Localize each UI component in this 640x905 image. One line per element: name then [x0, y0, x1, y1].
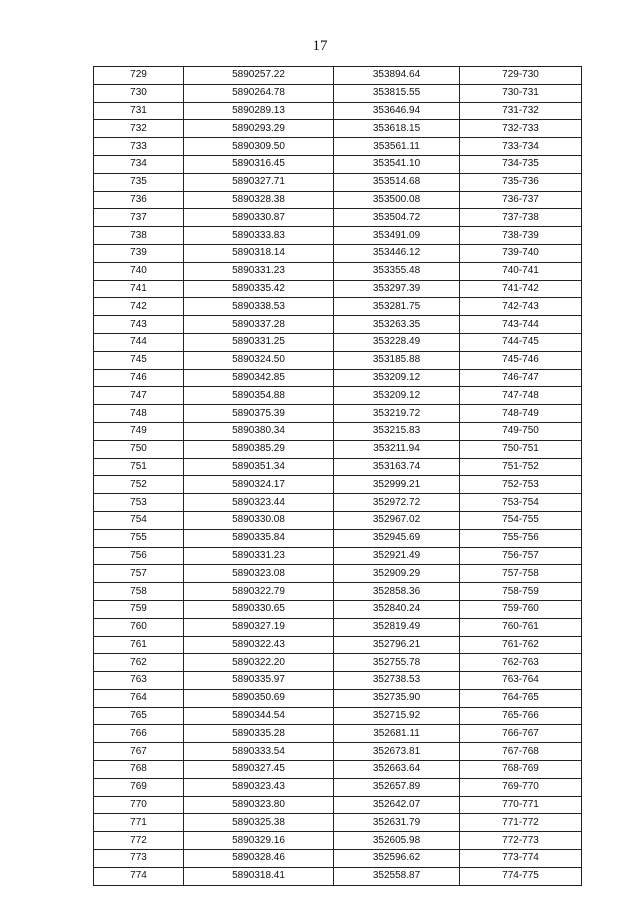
point-number-cell: 755	[94, 529, 184, 547]
point-number-cell: 730	[94, 84, 184, 102]
segment-cell: 741-742	[460, 280, 582, 298]
point-number-cell: 748	[94, 405, 184, 423]
table-row	[94, 476, 582, 494]
y-coordinate-cell: 353263.35	[334, 316, 460, 334]
point-number-cell: 729	[94, 67, 184, 85]
y-coordinate-cell: 352909.29	[334, 565, 460, 583]
y-coordinate-cell: 353504.72	[334, 209, 460, 227]
table-row	[94, 778, 582, 796]
y-coordinate-cell: 353500.08	[334, 191, 460, 209]
table-row	[94, 529, 582, 547]
segment-cell: 731-732	[460, 102, 582, 120]
table-row	[94, 405, 582, 423]
y-coordinate-cell: 352673.81	[334, 743, 460, 761]
y-coordinate-cell: 352657.89	[334, 778, 460, 796]
segment-cell: 744-745	[460, 333, 582, 351]
x-coordinate-cell: 5890323.80	[184, 796, 334, 814]
segment-cell: 758-759	[460, 583, 582, 601]
point-number-cell: 769	[94, 778, 184, 796]
segment-cell: 752-753	[460, 476, 582, 494]
x-coordinate-cell: 5890380.34	[184, 422, 334, 440]
point-number-cell: 750	[94, 440, 184, 458]
x-coordinate-cell: 5890335.84	[184, 529, 334, 547]
y-coordinate-cell: 352999.21	[334, 476, 460, 494]
x-coordinate-cell: 5890331.23	[184, 262, 334, 280]
segment-cell: 736-737	[460, 191, 582, 209]
table-row	[94, 565, 582, 583]
x-coordinate-cell: 5890330.08	[184, 511, 334, 529]
segment-cell: 760-761	[460, 618, 582, 636]
x-coordinate-cell: 5890318.14	[184, 244, 334, 262]
point-number-cell: 737	[94, 209, 184, 227]
y-coordinate-cell: 353185.88	[334, 351, 460, 369]
y-coordinate-cell: 352819.49	[334, 618, 460, 636]
y-coordinate-cell: 353211.94	[334, 440, 460, 458]
table-row	[94, 672, 582, 690]
point-number-cell: 746	[94, 369, 184, 387]
x-coordinate-cell: 5890325.38	[184, 814, 334, 832]
point-number-cell: 771	[94, 814, 184, 832]
y-coordinate-cell: 352796.21	[334, 636, 460, 654]
segment-cell: 733-734	[460, 138, 582, 156]
y-coordinate-cell: 352642.07	[334, 796, 460, 814]
y-coordinate-cell: 353618.15	[334, 120, 460, 138]
y-coordinate-cell: 352858.36	[334, 583, 460, 601]
segment-cell: 743-744	[460, 316, 582, 334]
point-number-cell: 767	[94, 743, 184, 761]
point-number-cell: 741	[94, 280, 184, 298]
segment-cell: 771-772	[460, 814, 582, 832]
segment-cell: 761-762	[460, 636, 582, 654]
x-coordinate-cell: 5890344.54	[184, 707, 334, 725]
y-coordinate-cell: 353355.48	[334, 262, 460, 280]
x-coordinate-cell: 5890323.43	[184, 778, 334, 796]
x-coordinate-cell: 5890323.08	[184, 565, 334, 583]
table-row	[94, 84, 582, 102]
point-number-cell: 733	[94, 138, 184, 156]
y-coordinate-cell: 352596.62	[334, 850, 460, 868]
segment-cell: 773-774	[460, 850, 582, 868]
point-number-cell: 756	[94, 547, 184, 565]
point-number-cell: 751	[94, 458, 184, 476]
point-number-cell: 747	[94, 387, 184, 405]
point-number-cell: 736	[94, 191, 184, 209]
table-row	[94, 458, 582, 476]
y-coordinate-cell: 353561.11	[334, 138, 460, 156]
table-row	[94, 440, 582, 458]
point-number-cell: 760	[94, 618, 184, 636]
table-row	[94, 369, 582, 387]
table-row	[94, 867, 582, 885]
table-row	[94, 600, 582, 618]
x-coordinate-cell: 5890354.88	[184, 387, 334, 405]
table-row	[94, 316, 582, 334]
segment-cell: 732-733	[460, 120, 582, 138]
x-coordinate-cell: 5890331.25	[184, 333, 334, 351]
table-row	[94, 191, 582, 209]
y-coordinate-cell: 352631.79	[334, 814, 460, 832]
point-number-cell: 744	[94, 333, 184, 351]
table-row	[94, 654, 582, 672]
point-number-cell: 761	[94, 636, 184, 654]
table-row	[94, 814, 582, 832]
table-row	[94, 761, 582, 779]
point-number-cell: 740	[94, 262, 184, 280]
y-coordinate-cell: 353219.72	[334, 405, 460, 423]
point-number-cell: 742	[94, 298, 184, 316]
point-number-cell: 738	[94, 227, 184, 245]
segment-cell: 757-758	[460, 565, 582, 583]
point-number-cell: 766	[94, 725, 184, 743]
point-number-cell: 731	[94, 102, 184, 120]
segment-cell: 729-730	[460, 67, 582, 85]
segment-cell: 742-743	[460, 298, 582, 316]
x-coordinate-cell: 5890324.17	[184, 476, 334, 494]
table-row	[94, 333, 582, 351]
table-row	[94, 209, 582, 227]
y-coordinate-cell: 352967.02	[334, 511, 460, 529]
table-row	[94, 422, 582, 440]
table-row	[94, 689, 582, 707]
point-number-cell: 772	[94, 832, 184, 850]
y-coordinate-cell: 353894.64	[334, 67, 460, 85]
x-coordinate-cell: 5890331.23	[184, 547, 334, 565]
table-row	[94, 155, 582, 173]
y-coordinate-cell: 352972.72	[334, 494, 460, 512]
y-coordinate-cell: 352755.78	[334, 654, 460, 672]
segment-cell: 735-736	[460, 173, 582, 191]
table-row	[94, 173, 582, 191]
y-coordinate-cell: 352735.90	[334, 689, 460, 707]
y-coordinate-cell: 353281.75	[334, 298, 460, 316]
segment-cell: 739-740	[460, 244, 582, 262]
table-row	[94, 67, 582, 85]
segment-cell: 745-746	[460, 351, 582, 369]
x-coordinate-cell: 5890264.78	[184, 84, 334, 102]
segment-cell: 766-767	[460, 725, 582, 743]
x-coordinate-cell: 5890293.29	[184, 120, 334, 138]
segment-cell: 747-748	[460, 387, 582, 405]
y-coordinate-cell: 353209.12	[334, 369, 460, 387]
table-row	[94, 244, 582, 262]
x-coordinate-cell: 5890337.28	[184, 316, 334, 334]
table-row	[94, 743, 582, 761]
y-coordinate-cell: 352921.49	[334, 547, 460, 565]
y-coordinate-cell: 352715.92	[334, 707, 460, 725]
x-coordinate-cell: 5890335.97	[184, 672, 334, 690]
segment-cell: 753-754	[460, 494, 582, 512]
table-row	[94, 618, 582, 636]
point-number-cell: 735	[94, 173, 184, 191]
x-coordinate-cell: 5890316.45	[184, 155, 334, 173]
table-row	[94, 636, 582, 654]
segment-cell: 765-766	[460, 707, 582, 725]
x-coordinate-cell: 5890322.79	[184, 583, 334, 601]
table-row	[94, 387, 582, 405]
point-number-cell: 774	[94, 867, 184, 885]
table-row	[94, 351, 582, 369]
table-row	[94, 707, 582, 725]
table-row	[94, 102, 582, 120]
segment-cell: 764-765	[460, 689, 582, 707]
point-number-cell: 765	[94, 707, 184, 725]
point-number-cell: 754	[94, 511, 184, 529]
y-coordinate-cell: 352738.53	[334, 672, 460, 690]
y-coordinate-cell: 353209.12	[334, 387, 460, 405]
segment-cell: 751-752	[460, 458, 582, 476]
y-coordinate-cell: 352605.98	[334, 832, 460, 850]
table-row	[94, 138, 582, 156]
segment-cell: 774-775	[460, 867, 582, 885]
point-number-cell: 739	[94, 244, 184, 262]
x-coordinate-cell: 5890323.44	[184, 494, 334, 512]
y-coordinate-cell: 352663.64	[334, 761, 460, 779]
table-row	[94, 796, 582, 814]
x-coordinate-cell: 5890338.53	[184, 298, 334, 316]
segment-cell: 755-756	[460, 529, 582, 547]
segment-cell: 768-769	[460, 761, 582, 779]
segment-cell: 767-768	[460, 743, 582, 761]
point-number-cell: 764	[94, 689, 184, 707]
x-coordinate-cell: 5890257.22	[184, 67, 334, 85]
y-coordinate-cell: 353446.12	[334, 244, 460, 262]
x-coordinate-cell: 5890335.42	[184, 280, 334, 298]
x-coordinate-cell: 5890309.50	[184, 138, 334, 156]
segment-cell: 748-749	[460, 405, 582, 423]
y-coordinate-cell: 353215.83	[334, 422, 460, 440]
point-number-cell: 758	[94, 583, 184, 601]
page-number: 17	[312, 38, 328, 54]
point-number-cell: 773	[94, 850, 184, 868]
segment-cell: 754-755	[460, 511, 582, 529]
table-row	[94, 832, 582, 850]
y-coordinate-cell: 352945.69	[334, 529, 460, 547]
point-number-cell: 732	[94, 120, 184, 138]
point-number-cell: 757	[94, 565, 184, 583]
segment-cell: 740-741	[460, 262, 582, 280]
table-row	[94, 262, 582, 280]
point-number-cell: 752	[94, 476, 184, 494]
segment-cell: 730-731	[460, 84, 582, 102]
table-row	[94, 850, 582, 868]
table-row	[94, 227, 582, 245]
table-row	[94, 583, 582, 601]
table-row	[94, 511, 582, 529]
point-number-cell: 743	[94, 316, 184, 334]
y-coordinate-cell: 353541.10	[334, 155, 460, 173]
x-coordinate-cell: 5890342.85	[184, 369, 334, 387]
table-row	[94, 725, 582, 743]
x-coordinate-cell: 5890322.20	[184, 654, 334, 672]
x-coordinate-cell: 5890289.13	[184, 102, 334, 120]
x-coordinate-cell: 5890335.28	[184, 725, 334, 743]
x-coordinate-cell: 5890328.38	[184, 191, 334, 209]
table-row	[94, 298, 582, 316]
point-number-cell: 770	[94, 796, 184, 814]
segment-cell: 763-764	[460, 672, 582, 690]
y-coordinate-cell: 353228.49	[334, 333, 460, 351]
point-number-cell: 768	[94, 761, 184, 779]
point-number-cell: 763	[94, 672, 184, 690]
y-coordinate-cell: 352681.11	[334, 725, 460, 743]
segment-cell: 762-763	[460, 654, 582, 672]
x-coordinate-cell: 5890385.29	[184, 440, 334, 458]
x-coordinate-cell: 5890322.43	[184, 636, 334, 654]
y-coordinate-cell: 353163.74	[334, 458, 460, 476]
segment-cell: 769-770	[460, 778, 582, 796]
segment-cell: 756-757	[460, 547, 582, 565]
table-row	[94, 494, 582, 512]
segment-cell: 770-771	[460, 796, 582, 814]
x-coordinate-cell: 5890333.83	[184, 227, 334, 245]
segment-cell: 738-739	[460, 227, 582, 245]
x-coordinate-cell: 5890327.19	[184, 618, 334, 636]
point-number-cell: 762	[94, 654, 184, 672]
x-coordinate-cell: 5890318.41	[184, 867, 334, 885]
x-coordinate-cell: 5890375.39	[184, 405, 334, 423]
y-coordinate-cell: 353514.68	[334, 173, 460, 191]
table-row	[94, 120, 582, 138]
x-coordinate-cell: 5890350.69	[184, 689, 334, 707]
y-coordinate-cell: 353491.09	[334, 227, 460, 245]
y-coordinate-cell: 353815.55	[334, 84, 460, 102]
x-coordinate-cell: 5890333.54	[184, 743, 334, 761]
y-coordinate-cell: 352558.87	[334, 867, 460, 885]
point-number-cell: 745	[94, 351, 184, 369]
y-coordinate-cell: 352840.24	[334, 600, 460, 618]
point-number-cell: 734	[94, 155, 184, 173]
x-coordinate-cell: 5890328.46	[184, 850, 334, 868]
segment-cell: 750-751	[460, 440, 582, 458]
coordinates-table-body	[94, 67, 582, 886]
x-coordinate-cell: 5890327.71	[184, 173, 334, 191]
x-coordinate-cell: 5890330.65	[184, 600, 334, 618]
segment-cell: 734-735	[460, 155, 582, 173]
point-number-cell: 759	[94, 600, 184, 618]
segment-cell: 772-773	[460, 832, 582, 850]
y-coordinate-cell: 353297.39	[334, 280, 460, 298]
x-coordinate-cell: 5890351.34	[184, 458, 334, 476]
y-coordinate-cell: 353646.94	[334, 102, 460, 120]
coordinates-table	[93, 66, 582, 886]
segment-cell: 759-760	[460, 600, 582, 618]
x-coordinate-cell: 5890330.87	[184, 209, 334, 227]
segment-cell: 746-747	[460, 369, 582, 387]
x-coordinate-cell: 5890329.16	[184, 832, 334, 850]
x-coordinate-cell: 5890324.50	[184, 351, 334, 369]
point-number-cell: 749	[94, 422, 184, 440]
table-row	[94, 280, 582, 298]
segment-cell: 737-738	[460, 209, 582, 227]
point-number-cell: 753	[94, 494, 184, 512]
table-row	[94, 547, 582, 565]
x-coordinate-cell: 5890327.45	[184, 761, 334, 779]
segment-cell: 749-750	[460, 422, 582, 440]
